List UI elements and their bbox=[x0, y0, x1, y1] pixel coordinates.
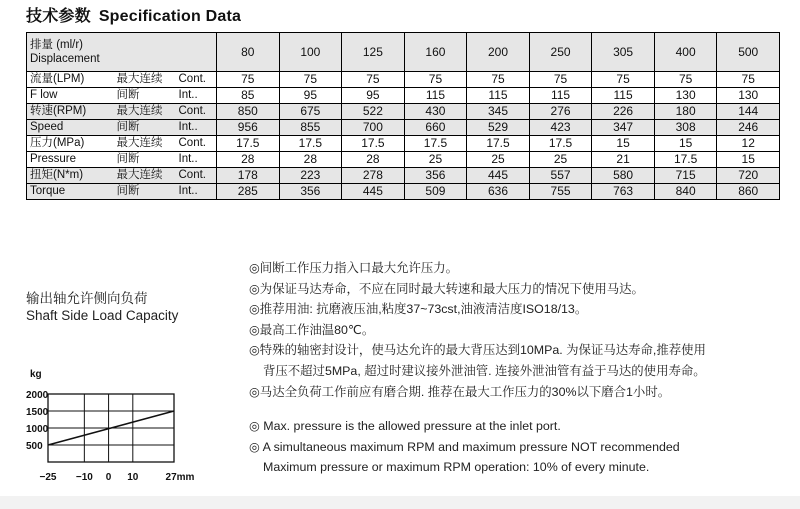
table-cell: 356 bbox=[404, 168, 467, 184]
row-label: 流量(LPM) bbox=[27, 72, 115, 88]
displacement-value: 500 bbox=[717, 33, 780, 72]
row-mode: 间断 bbox=[115, 88, 177, 104]
row-mode: 间断 bbox=[115, 120, 177, 136]
table-cell: 75 bbox=[279, 72, 342, 88]
table-cell: 445 bbox=[342, 184, 405, 200]
row-mode: 最大连续 bbox=[115, 72, 177, 88]
table-cell: 75 bbox=[654, 72, 717, 88]
table-cell: 285 bbox=[217, 184, 280, 200]
spec-table bbox=[26, 32, 780, 200]
table-cell: 840 bbox=[654, 184, 717, 200]
notes-block bbox=[249, 258, 794, 478]
row-mode-abbr: Cont. bbox=[177, 104, 217, 120]
side-load-chart bbox=[24, 366, 214, 492]
displacement-value: 400 bbox=[654, 33, 717, 72]
table-cell: 115 bbox=[529, 88, 592, 104]
table-row bbox=[27, 168, 780, 184]
x-tick-label: 27mm bbox=[165, 472, 195, 483]
displacement-value: 125 bbox=[342, 33, 405, 72]
table-cell: 17.5 bbox=[654, 152, 717, 168]
table-cell: 557 bbox=[529, 168, 592, 184]
y-tick-label: 1000 bbox=[26, 424, 49, 435]
displacement-header bbox=[27, 33, 217, 72]
table-cell: 347 bbox=[592, 120, 655, 136]
displacement-label-cn: 排量 (ml/r) bbox=[30, 39, 84, 51]
displacement-value: 80 bbox=[217, 33, 280, 72]
row-mode: 间断 bbox=[115, 152, 177, 168]
row-mode: 最大连续 bbox=[115, 136, 177, 152]
table-cell: 130 bbox=[654, 88, 717, 104]
note-en-2: Maximum pressure or maximum RPM operation: 10% of every minute. bbox=[263, 460, 650, 475]
note-cn-0: ◎间断工作压力指入口最大允许压力。 bbox=[249, 261, 459, 275]
title-cn: 技术参数 bbox=[26, 6, 91, 25]
table-cell: 178 bbox=[217, 168, 280, 184]
table-cell: 522 bbox=[342, 104, 405, 120]
displacement-value: 160 bbox=[404, 33, 467, 72]
table-row bbox=[27, 72, 780, 88]
table-cell: 28 bbox=[279, 152, 342, 168]
table-cell: 246 bbox=[717, 120, 780, 136]
table-cell: 636 bbox=[467, 184, 530, 200]
row-mode-abbr: Int.. bbox=[177, 120, 217, 136]
table-cell: 21 bbox=[592, 152, 655, 168]
table-cell: 17.5 bbox=[529, 136, 592, 152]
table-cell: 445 bbox=[467, 168, 530, 184]
note-cn-5: 背压不超过5MPa, 超过时建议接外泄油管. 连接外泄油管有益于马达的使用寿命。 bbox=[263, 363, 706, 378]
row-label: Pressure bbox=[27, 152, 115, 168]
y-axis-label: kg bbox=[30, 369, 42, 380]
row-label: 扭矩(N*m) bbox=[27, 168, 115, 184]
table-cell: 95 bbox=[279, 88, 342, 104]
table-cell: 25 bbox=[467, 152, 530, 168]
table-cell: 15 bbox=[717, 152, 780, 168]
table-cell: 28 bbox=[217, 152, 280, 168]
table-cell: 180 bbox=[654, 104, 717, 120]
table-cell: 423 bbox=[529, 120, 592, 136]
row-mode-abbr: Cont. bbox=[177, 136, 217, 152]
table-cell: 144 bbox=[717, 104, 780, 120]
table-row bbox=[27, 120, 780, 136]
table-cell: 278 bbox=[342, 168, 405, 184]
table-cell: 855 bbox=[279, 120, 342, 136]
table-cell: 130 bbox=[717, 88, 780, 104]
row-label: Speed bbox=[27, 120, 115, 136]
note-en-1: ◎ A simultaneous maximum RPM and maximum pressure NOT recommended bbox=[249, 439, 680, 454]
table-cell: 956 bbox=[217, 120, 280, 136]
table-cell: 430 bbox=[404, 104, 467, 120]
table-cell: 25 bbox=[529, 152, 592, 168]
note-cn-1: ◎为保证马达寿命，不应在同时最大转速和最大压力的情况下使用马达。 bbox=[249, 281, 644, 296]
table-cell: 25 bbox=[404, 152, 467, 168]
displacement-value: 100 bbox=[279, 33, 342, 72]
table-cell: 226 bbox=[592, 104, 655, 120]
x-tick-label: 0 bbox=[105, 472, 112, 483]
note-cn-4: ◎特殊的轴密封设计，使马达允许的最大背压达到10MPa. 为保证马达寿命,推荐使用 bbox=[249, 343, 706, 358]
table-cell: 17.5 bbox=[217, 136, 280, 152]
note-en-0: ◎ Max. pressure is the allowed pressure at the inlet port. bbox=[249, 419, 561, 434]
row-mode-abbr: Cont. bbox=[177, 72, 217, 88]
table-cell: 660 bbox=[404, 120, 467, 136]
table-cell: 75 bbox=[717, 72, 780, 88]
table-cell: 509 bbox=[404, 184, 467, 200]
table-header-row bbox=[27, 33, 780, 72]
table-cell: 17.5 bbox=[342, 136, 405, 152]
table-cell: 763 bbox=[592, 184, 655, 200]
table-cell: 75 bbox=[217, 72, 280, 88]
title-en: Specification Data bbox=[98, 8, 242, 25]
table-cell: 75 bbox=[592, 72, 655, 88]
table-cell: 860 bbox=[717, 184, 780, 200]
displacement-value: 200 bbox=[467, 33, 530, 72]
row-mode-abbr: Int.. bbox=[177, 88, 217, 104]
row-label: F low bbox=[27, 88, 115, 104]
note-cn-6: ◎马达全负荷工作前应有磨合期. 推荐在最大工作压力的30%以下磨合1小时。 bbox=[249, 384, 671, 399]
table-row bbox=[27, 88, 780, 104]
table-cell: 529 bbox=[467, 120, 530, 136]
table-cell: 95 bbox=[342, 88, 405, 104]
y-tick-label: 500 bbox=[26, 441, 43, 452]
table-cell: 15 bbox=[654, 136, 717, 152]
x-tick-label: 10 bbox=[127, 472, 139, 483]
x-tick-label: −25 bbox=[39, 472, 57, 483]
table-cell: 850 bbox=[217, 104, 280, 120]
table-cell: 675 bbox=[279, 104, 342, 120]
table-cell: 15 bbox=[592, 136, 655, 152]
row-label: 压力(MPa) bbox=[27, 136, 115, 152]
table-cell: 28 bbox=[342, 152, 405, 168]
y-tick-label: 1500 bbox=[26, 407, 49, 418]
table-cell: 700 bbox=[342, 120, 405, 136]
displacement-label-en: Displacement bbox=[30, 53, 100, 65]
table-cell: 115 bbox=[404, 88, 467, 104]
note-cn-3: ◎最高工作油温80℃。 bbox=[249, 322, 375, 337]
table-cell: 115 bbox=[467, 88, 530, 104]
row-mode: 最大连续 bbox=[115, 168, 177, 184]
row-label: Torque bbox=[27, 184, 115, 200]
page-title bbox=[26, 3, 241, 26]
table-cell: 75 bbox=[529, 72, 592, 88]
table-cell: 345 bbox=[467, 104, 530, 120]
row-mode-abbr: Int.. bbox=[177, 152, 217, 168]
table-cell: 755 bbox=[529, 184, 592, 200]
y-tick-label: 2000 bbox=[26, 390, 49, 401]
table-cell: 17.5 bbox=[404, 136, 467, 152]
table-cell: 223 bbox=[279, 168, 342, 184]
table-cell: 115 bbox=[592, 88, 655, 104]
table-cell: 75 bbox=[467, 72, 530, 88]
footer-band bbox=[0, 496, 800, 509]
table-cell: 580 bbox=[592, 168, 655, 184]
row-mode-abbr: Cont. bbox=[177, 168, 217, 184]
side-load-title-en: Shaft Side Load Capacity bbox=[26, 308, 179, 323]
table-row bbox=[27, 104, 780, 120]
displacement-value: 250 bbox=[529, 33, 592, 72]
x-tick-label: −10 bbox=[75, 472, 93, 483]
table-cell: 276 bbox=[529, 104, 592, 120]
table-row bbox=[27, 136, 780, 152]
row-label: 转速(RPM) bbox=[27, 104, 115, 120]
table-cell: 75 bbox=[404, 72, 467, 88]
table-cell: 720 bbox=[717, 168, 780, 184]
table-cell: 12 bbox=[717, 136, 780, 152]
table-cell: 85 bbox=[217, 88, 280, 104]
note-cn-2: ◎推荐用油: 抗磨液压油,粘度37~73cst,油液清洁度ISO18/13。 bbox=[249, 302, 588, 317]
row-mode: 间断 bbox=[115, 184, 177, 200]
table-cell: 715 bbox=[654, 168, 717, 184]
table-cell: 75 bbox=[342, 72, 405, 88]
table-cell: 17.5 bbox=[279, 136, 342, 152]
row-mode: 最大连续 bbox=[115, 104, 177, 120]
row-mode-abbr: Int.. bbox=[177, 184, 217, 200]
displacement-value: 305 bbox=[592, 33, 655, 72]
side-load-title-cn: 输出轴允许侧向负荷 bbox=[26, 291, 148, 306]
table-row bbox=[27, 152, 780, 168]
table-cell: 308 bbox=[654, 120, 717, 136]
table-cell: 17.5 bbox=[467, 136, 530, 152]
table-row bbox=[27, 184, 780, 200]
table-cell: 356 bbox=[279, 184, 342, 200]
